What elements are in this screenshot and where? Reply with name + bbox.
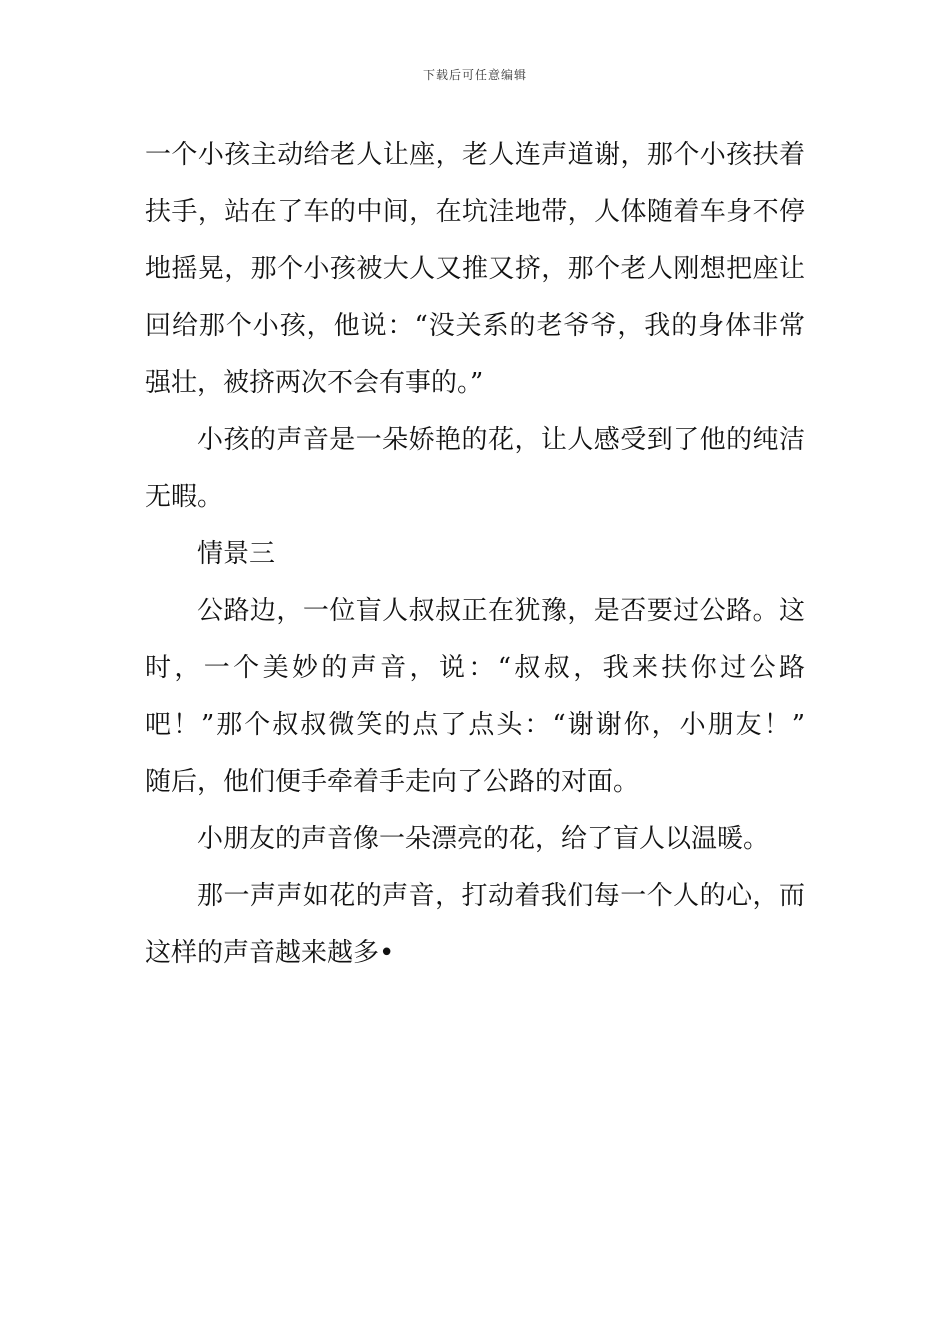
document-body bbox=[145, 127, 805, 982]
text-line-9: 公路边，一位盲人叔叔正在犹豫，是否要过公路。这 bbox=[197, 596, 805, 626]
text-line-1: 一个小孩主动给老人让座，老人连声道谢，那个小孩扶着 bbox=[145, 140, 805, 170]
section-heading: 情景三 bbox=[197, 539, 276, 569]
page-header-note: 下载后可任意编辑 bbox=[422, 68, 527, 82]
text-line-7: 无暇。 bbox=[145, 482, 224, 512]
text-line-12: 随后，他们便手牵着手走向了公路的对面。 bbox=[145, 767, 640, 797]
text-line-11: 吧！”那个叔叔微笑的点了点头：“谢谢你，小朋友！” bbox=[145, 710, 805, 740]
text-line-14: 那一声声如花的声音，打动着我们每一个人的心，而 bbox=[197, 881, 805, 911]
text-line-2: 扶手，站在了车的中间，在坑洼地带，人体随着车身不停 bbox=[145, 197, 805, 227]
text-line-13: 小朋友的声音像一朵漂亮的花，给了盲人以温暖。 bbox=[197, 824, 770, 854]
text-line-4: 回给那个小孩，他说：“没关系的老爷爷，我的身体非常 bbox=[145, 311, 805, 341]
text-line-6: 小孩的声音是一朵娇艳的花，让人感受到了他的纯洁 bbox=[197, 425, 805, 455]
text-line-15: 这样的声音越来越多• bbox=[145, 938, 395, 968]
text-line-3: 地摇晃，那个小孩被大人又推又挤，那个老人刚想把座让 bbox=[145, 254, 805, 284]
text-line-10: 时，一个美妙的声音，说：“叔叔，我来扶你过公路 bbox=[145, 653, 805, 683]
text-line-5: 强壮，被挤两次不会有事的。” bbox=[145, 368, 484, 398]
